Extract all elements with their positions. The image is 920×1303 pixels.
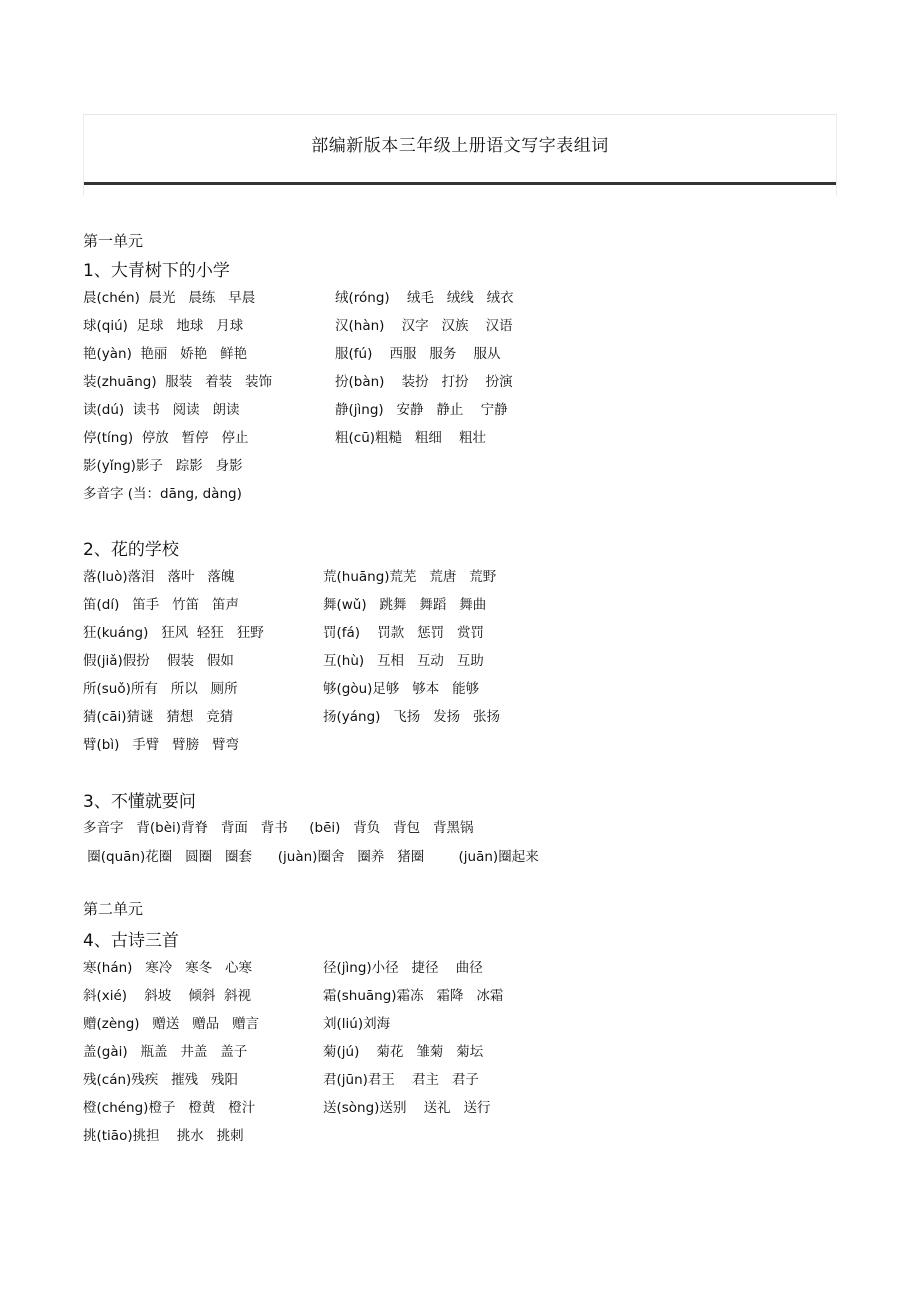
word-row	[83, 1124, 323, 1144]
word-entry: 粗(cū)粗糙 粗细 粗壮	[335, 430, 487, 446]
word-entry: 寒(hán) 寒冷 寒冬 心寒	[83, 960, 253, 976]
word-entry: 影(yǐng)影子 踪影 身影	[83, 458, 243, 474]
word-entry: 汉(hàn) 汉字 汉族 汉语	[335, 318, 513, 334]
word-entry: 绒(róng) 绒毛 绒线 绒衣	[335, 290, 514, 306]
word-entry: 猜(cāi)猜谜 猜想 竞猜	[83, 709, 234, 725]
word-entry: 装(zhuāng) 服装 着装 装饰	[83, 374, 272, 390]
word-entry: 橙(chéng)橙子 橙黄 橙汁	[83, 1100, 256, 1116]
word-entry: 艳(yàn) 艳丽 娇艳 鲜艳	[83, 346, 248, 362]
word-row	[83, 454, 335, 474]
word-row	[83, 286, 514, 306]
word-row	[83, 314, 513, 334]
word-row	[83, 565, 496, 585]
page-title: 部编新版本三年级上册语文写字表组词	[311, 136, 609, 156]
word-entry: 荒(huāng)荒芜 荒唐 荒野	[323, 569, 497, 585]
word-entry: 扮(bàn) 装扮 打扮 扮演	[335, 374, 513, 390]
word-entry: 球(qiú) 足球 地球 月球	[83, 318, 244, 334]
word-entry: 停(tíng) 停放 暂停 停止	[83, 430, 249, 446]
word-row	[83, 705, 500, 725]
word-row	[83, 370, 513, 390]
title-box	[83, 114, 837, 196]
word-entry: 菊(jú) 菊花 雏菊 菊坛	[323, 1044, 484, 1060]
word-entry: 君(jūn)君王 君主 君子	[323, 1072, 479, 1088]
unit-heading: 第二单元	[83, 900, 144, 918]
word-entry: 径(jìng)小径 捷径 曲径	[323, 960, 483, 976]
word-row	[83, 593, 486, 613]
word-row	[83, 426, 486, 446]
word-entry: 残(cán)残疾 摧残 残阳	[83, 1072, 239, 1088]
word-entry: 舞(wǔ) 跳舞 舞蹈 舞曲	[323, 597, 487, 613]
word-row	[83, 342, 501, 362]
word-row	[83, 1068, 479, 1088]
word-row: 多音字 背(bèi)背脊 背面 背书 (bēi) 背负 背包 背黑锅	[83, 820, 474, 836]
word-row	[83, 482, 335, 502]
word-row	[83, 677, 479, 697]
word-entry: 多音字 (当：dāng, dàng)	[83, 486, 242, 502]
lesson-title: 4、古诗三首	[83, 931, 179, 951]
title-divider	[84, 182, 836, 185]
word-row	[83, 621, 484, 641]
lesson-title: 3、不懂就要问	[83, 792, 196, 812]
word-entry: 笛(dí) 笛手 竹笛 笛声	[83, 597, 239, 613]
word-entry: 送(sòng)送别 送礼 送行	[323, 1100, 491, 1116]
word-entry: 所(suǒ)所有 所以 厕所	[83, 681, 238, 697]
word-entry: 挑(tiāo)挑担 挑水 挑刺	[83, 1128, 244, 1144]
word-row	[83, 984, 503, 1004]
word-row	[83, 1012, 390, 1032]
word-entry: 扬(yáng) 飞扬 发扬 张扬	[323, 709, 501, 725]
word-entry: 互(hù) 互相 互动 互助	[323, 653, 484, 669]
word-row	[83, 398, 508, 418]
word-row: 圈(quān)花圈 圆圈 圈套 (juàn)圈舍 圈养 猪圈 (juān)圈起来	[83, 849, 539, 865]
word-entry: 服(fú) 西服 服务 服从	[335, 346, 501, 362]
word-row	[83, 1040, 483, 1060]
word-entry: 盖(gài) 瓶盖 井盖 盖子	[83, 1044, 248, 1060]
word-row	[83, 733, 323, 753]
word-entry: 狂(kuáng) 狂风 轻狂 狂野	[83, 625, 264, 641]
word-entry: 晨(chén) 晨光 晨练 早晨	[83, 290, 256, 306]
lesson-title: 1、大青树下的小学	[83, 261, 230, 281]
word-entry: 假(jiǎ)假扮 假装 假如	[83, 653, 234, 669]
word-entry: 够(gòu)足够 够本 能够	[323, 681, 480, 697]
lesson-title: 2、花的学校	[83, 540, 179, 560]
word-entry: 斜(xié) 斜坡 倾斜 斜视	[83, 988, 251, 1004]
word-entry: 赠(zèng) 赠送 赠品 赠言	[83, 1016, 260, 1032]
word-row	[83, 649, 484, 669]
word-entry: 臂(bì) 手臂 臂膀 臂弯	[83, 737, 239, 753]
word-entry: 刘(liú)刘海	[323, 1016, 391, 1032]
word-row	[83, 1096, 491, 1116]
word-entry: 落(luò)落泪 落叶 落魄	[83, 569, 235, 585]
word-entry: 罚(fá) 罚款 惩罚 赏罚	[323, 625, 484, 641]
word-row	[83, 956, 483, 976]
word-entry: 读(dú) 读书 阅读 朗读	[83, 402, 240, 418]
word-entry: 霜(shuāng)霜冻 霜降 冰霜	[323, 988, 504, 1004]
unit-heading: 第一单元	[83, 232, 144, 250]
word-entry: 静(jìng) 安静 静止 宁静	[335, 402, 508, 418]
